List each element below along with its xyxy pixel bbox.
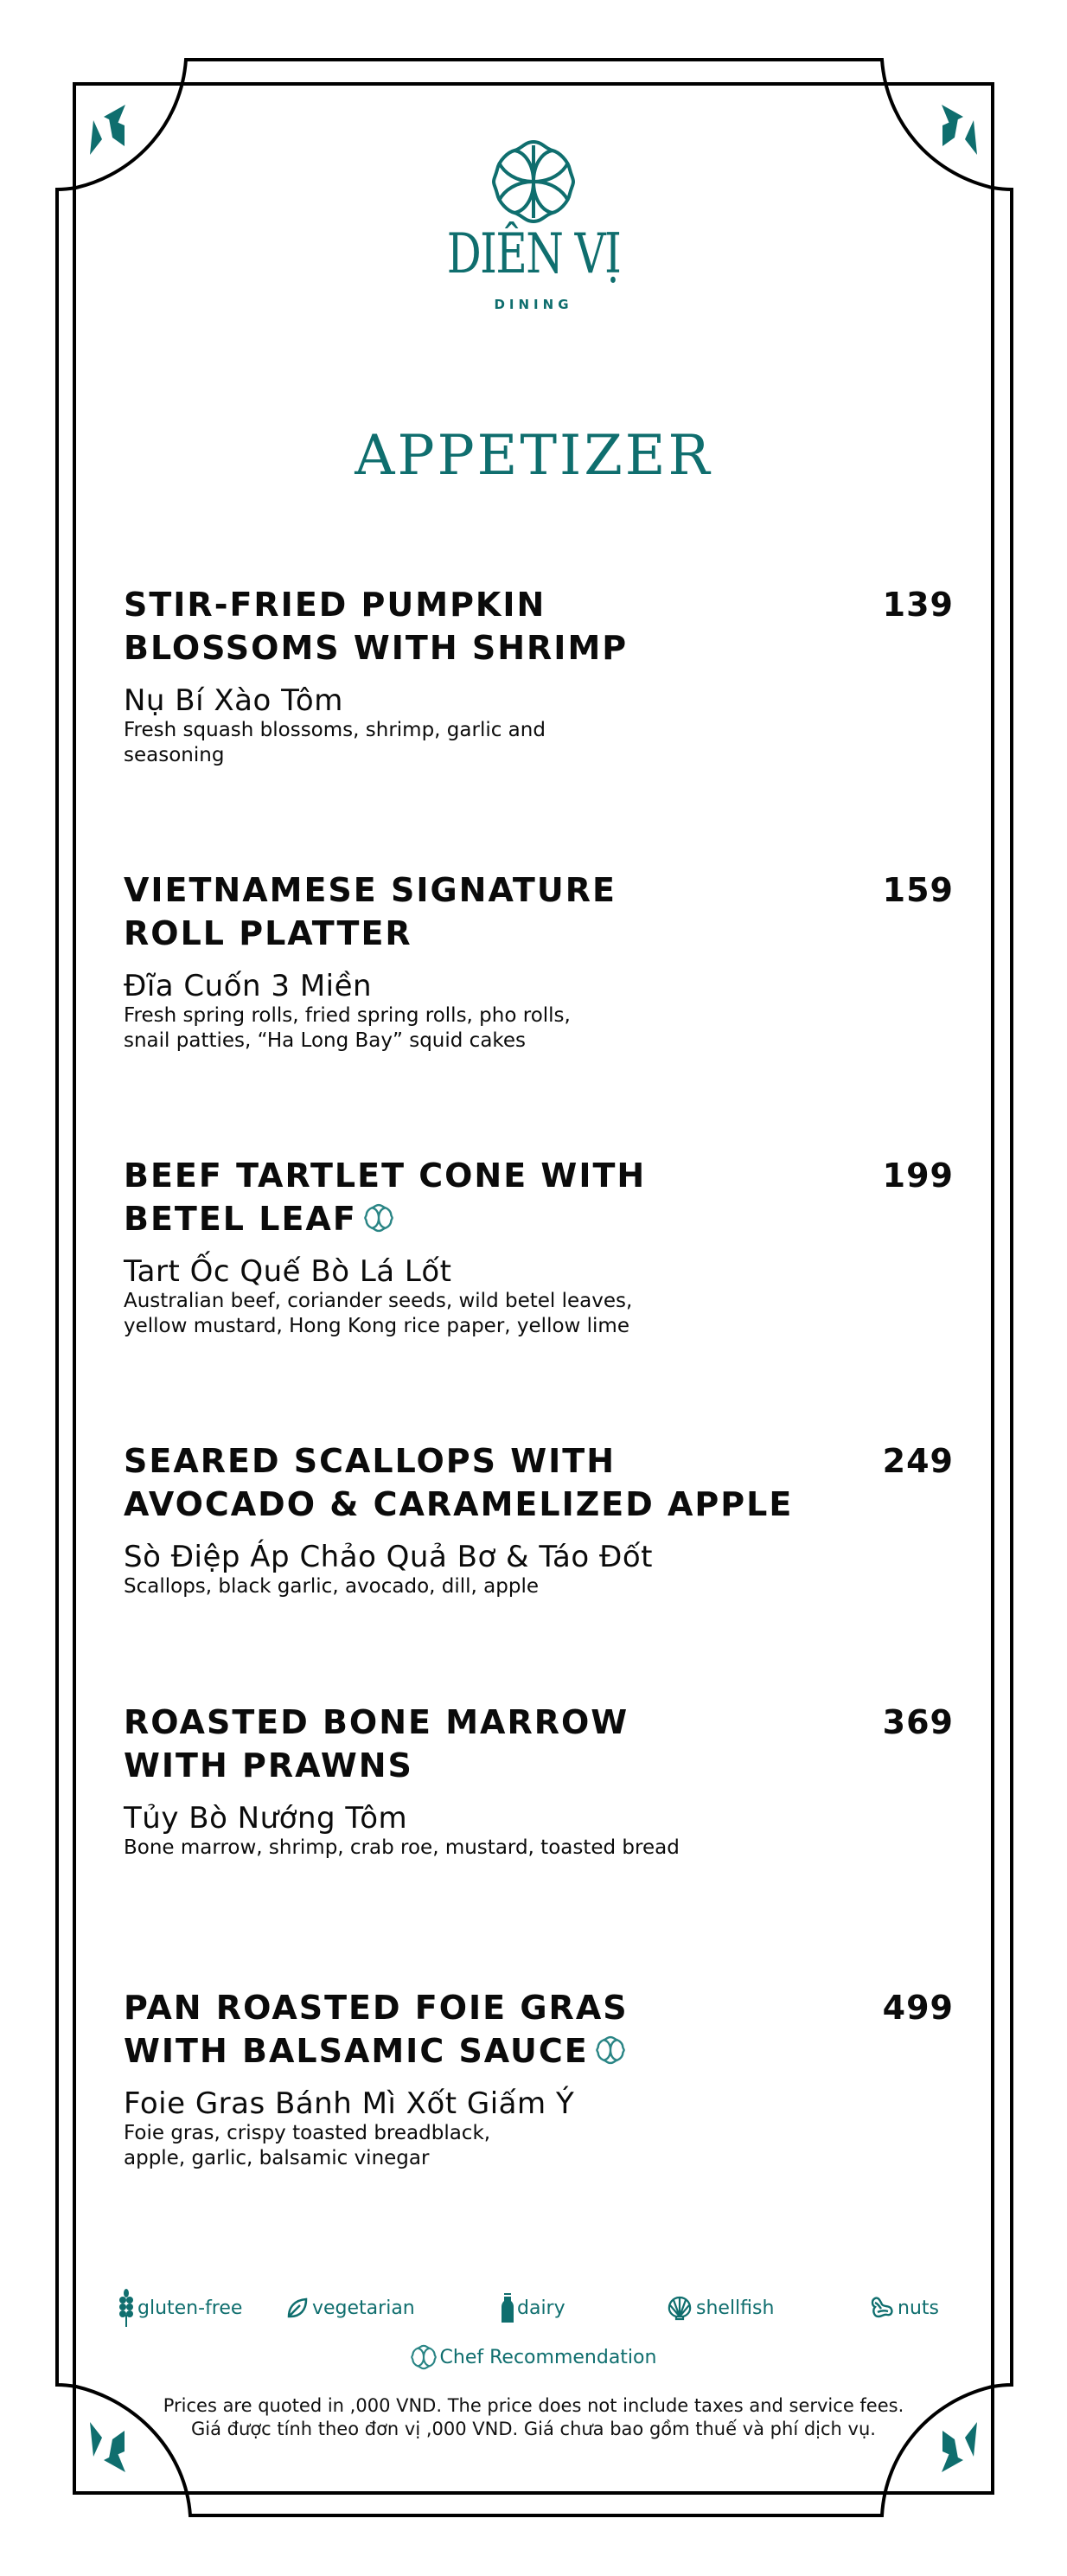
item-desc-line1: Foie gras, crispy toasted breadblack,	[124, 2122, 491, 2144]
item-vietnamese-name: Sò Điệp Áp Chảo Quả Bơ & Táo Đốt	[124, 1540, 653, 1574]
item-vietnamese-name: Tủy Bò Nướng Tôm	[124, 1801, 408, 1836]
item-name-line2-text: WITH BALSAMIC SAUCE	[124, 2032, 589, 2070]
item-desc-line1: Fresh spring rolls, fried spring rolls, pho rolls,	[124, 1004, 571, 1027]
item-name	[124, 1439, 867, 1526]
item-price: 199	[882, 1157, 954, 1195]
item-name-line2: WITH PRAWNS	[124, 1746, 413, 1785]
item-name	[124, 583, 833, 670]
item-name-line2	[124, 1197, 833, 1240]
corner-star-icon-top-right	[917, 99, 981, 163]
item-desc-line2: yellow mustard, Hong Kong rice paper, yellow lime	[124, 1315, 629, 1337]
item-name	[124, 1986, 833, 2073]
lotus-medallion-icon	[490, 138, 577, 225]
chef-recommendation-icon	[364, 1203, 393, 1233]
item-name	[124, 1154, 833, 1240]
item-desc-line2: snail patties, “Ha Long Bay” squid cakes	[124, 1029, 527, 1052]
price-notes	[0, 2394, 1067, 2441]
menu-item	[124, 1439, 954, 1599]
legend-vegetarian	[286, 2291, 415, 2325]
legend-gluten-free	[118, 2291, 242, 2325]
brand-name: DIÊN VỊ	[446, 222, 621, 286]
legend-shellfish	[667, 2291, 774, 2325]
item-desc-line2: apple, garlic, balsamic vinegar	[124, 2147, 430, 2169]
menu-item	[124, 868, 954, 1054]
item-name-line2	[124, 2029, 833, 2073]
brand-subtitle: DINING	[494, 297, 573, 312]
legend-label: gluten-free	[137, 2297, 243, 2319]
item-vietnamese-name: Nụ Bí Xào Tôm	[124, 683, 343, 718]
item-desc-line1: Scallops, black garlic, avocado, dill, apple	[124, 1575, 539, 1598]
item-description	[124, 1003, 677, 1054]
legend-nuts	[870, 2291, 939, 2325]
item-name-line1: BEEF TARTLET CONE WITH	[124, 1157, 647, 1195]
menu-item	[124, 1154, 954, 1339]
allergen-legend	[0, 2291, 1067, 2325]
menu-item	[124, 1701, 954, 1861]
item-name-line1: PAN ROASTED FOIE GRAS	[124, 1989, 629, 2027]
legend-dairy	[502, 2291, 565, 2325]
chef-recommendation-legend	[0, 2344, 1067, 2370]
item-name-line2: AVOCADO & CARAMELIZED APPLE	[124, 1485, 794, 1523]
lotus-medallion-icon	[411, 2344, 437, 2370]
chef-recommendation-label: Chef Recommendation	[439, 2346, 657, 2368]
item-name-line1: STIR-FRIED PUMPKIN	[124, 586, 546, 624]
menu-item	[124, 583, 954, 768]
item-desc-line1: Bone marrow, shrimp, crab roe, mustard, toasted bread	[124, 1836, 680, 1859]
item-desc-line2: seasoning	[124, 744, 225, 766]
item-name-line2: BLOSSOMS WITH SHRIMP	[124, 629, 629, 667]
item-description	[124, 1574, 677, 1599]
menu-item	[124, 1986, 954, 2171]
peanut-icon	[870, 2296, 894, 2320]
item-price: 369	[882, 1703, 954, 1741]
legend-label: shellfish	[696, 2297, 775, 2319]
item-name-line1: SEARED SCALLOPS WITH	[124, 1442, 616, 1480]
item-description	[124, 1836, 781, 1861]
wheat-icon	[118, 2289, 134, 2327]
item-name	[124, 868, 833, 955]
item-name	[124, 1701, 833, 1787]
shell-icon	[667, 2295, 693, 2321]
item-name-line2-text: BETEL LEAF	[124, 1200, 357, 1238]
section-title: APPETIZER	[355, 424, 712, 488]
item-name-line1: VIETNAMESE SIGNATURE	[124, 871, 617, 909]
legend-label: nuts	[898, 2297, 939, 2319]
leaf-icon	[286, 2297, 309, 2319]
item-desc-line1: Australian beef, coriander seeds, wild betel leaves,	[124, 1290, 633, 1312]
item-description	[124, 1289, 677, 1339]
milk-bottle-icon	[502, 2293, 514, 2323]
item-name-line2: ROLL PLATTER	[124, 914, 412, 952]
item-price: 159	[882, 871, 954, 909]
item-price: 139	[882, 586, 954, 624]
legend-label: vegetarian	[312, 2297, 415, 2319]
item-name-line1: ROASTED BONE MARROW	[124, 1703, 629, 1741]
item-description	[124, 718, 677, 768]
price-note-english: Prices are quoted in ,000 VND. The price does not include taxes and service fees.	[163, 2395, 904, 2416]
price-note-vietnamese: Giá được tính theo đơn vị ,000 VND. Giá chưa bao gồm thuế và phí dịch vụ.	[191, 2419, 876, 2439]
item-description	[124, 2121, 677, 2171]
corner-star-icon-top-left	[86, 99, 150, 163]
chef-recommendation-icon	[596, 2035, 625, 2065]
item-vietnamese-name: Đĩa Cuốn 3 Miền	[124, 969, 373, 1003]
item-desc-line1: Fresh squash blossoms, shrimp, garlic and	[124, 719, 546, 741]
item-price: 249	[882, 1442, 954, 1480]
legend-label: dairy	[517, 2297, 565, 2319]
item-vietnamese-name: Tart Ốc Quế Bò Lá Lốt	[124, 1254, 452, 1289]
item-price: 499	[882, 1989, 954, 2027]
item-vietnamese-name: Foie Gras Bánh Mì Xốt Giấm Ý	[124, 2086, 575, 2121]
